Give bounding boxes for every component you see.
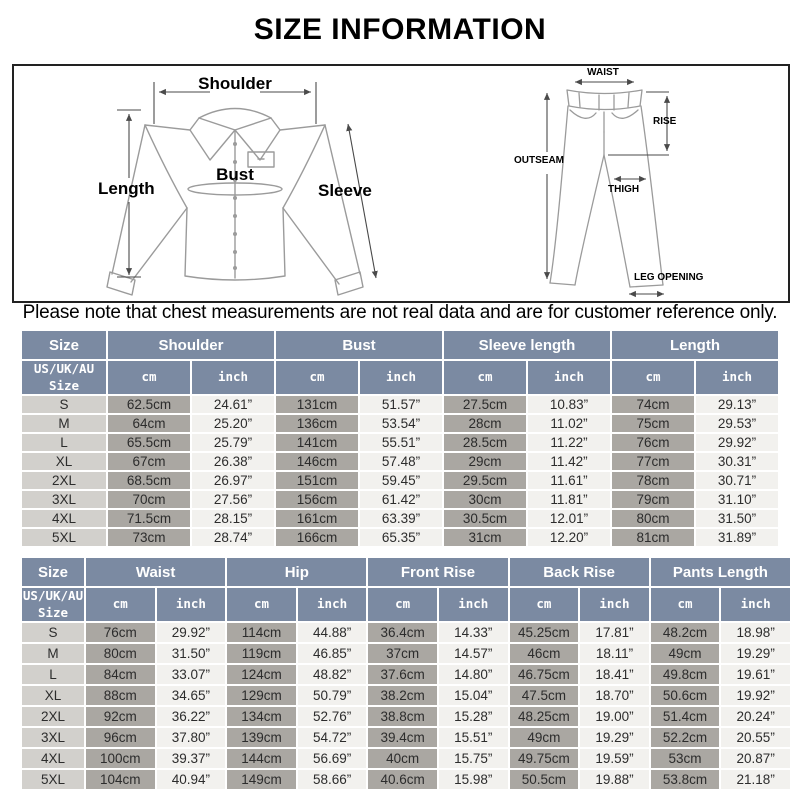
cm-value-cell: 151cm <box>276 472 358 489</box>
waist-label: WAIST <box>587 67 619 78</box>
inch-value-cell: 58.66” <box>298 770 367 789</box>
inch-value-cell: 12.20” <box>528 529 610 546</box>
cm-value-cell: 76cm <box>86 623 155 642</box>
cm-value-cell: 119cm <box>227 644 296 663</box>
inch-value-cell: 10.83” <box>528 396 610 413</box>
inch-value-cell: 11.61” <box>528 472 610 489</box>
size-row <box>22 749 790 768</box>
size-cell: 5XL <box>22 529 106 546</box>
size-row <box>22 728 790 747</box>
inch-value-cell: 37.80” <box>157 728 226 747</box>
pants-drawing <box>550 90 663 287</box>
inch-value-cell: 21.18” <box>721 770 790 789</box>
unit-header-cm: cm <box>612 361 694 394</box>
size-row <box>22 529 778 546</box>
inch-value-cell: 56.69” <box>298 749 367 768</box>
group-header: Sleeve length <box>444 331 610 359</box>
inch-value-cell: 34.65” <box>157 686 226 705</box>
unit-header-cm: cm <box>510 588 579 621</box>
cm-value-cell: 124cm <box>227 665 296 684</box>
cm-value-cell: 80cm <box>86 644 155 663</box>
inch-value-cell: 28.15” <box>192 510 274 527</box>
inch-value-cell: 12.01” <box>528 510 610 527</box>
size-column-header: Size <box>22 558 84 586</box>
cm-value-cell: 129cm <box>227 686 296 705</box>
cm-value-cell: 114cm <box>227 623 296 642</box>
size-subheader: US/UK/AU Size <box>22 361 106 394</box>
unit-header-cm: cm <box>86 588 155 621</box>
inch-value-cell: 63.39” <box>360 510 442 527</box>
size-cell: M <box>22 415 106 432</box>
inch-value-cell: 53.54” <box>360 415 442 432</box>
size-row <box>22 415 778 432</box>
cm-value-cell: 49.8cm <box>651 665 720 684</box>
cm-value-cell: 73cm <box>108 529 190 546</box>
size-row <box>22 434 778 451</box>
shoulder-label: Shoulder <box>198 74 272 93</box>
inch-value-cell: 14.57” <box>439 644 508 663</box>
rise-label: RISE <box>653 116 677 127</box>
inch-value-cell: 31.50” <box>157 644 226 663</box>
unit-header-cm: cm <box>108 361 190 394</box>
inch-value-cell: 20.55” <box>721 728 790 747</box>
cm-value-cell: 46.75cm <box>510 665 579 684</box>
cm-value-cell: 104cm <box>86 770 155 789</box>
unit-header-cm: cm <box>227 588 296 621</box>
cm-value-cell: 141cm <box>276 434 358 451</box>
shirt-size-table <box>20 329 780 548</box>
cm-value-cell: 51.4cm <box>651 707 720 726</box>
inch-value-cell: 46.85” <box>298 644 367 663</box>
group-header: Shoulder <box>108 331 274 359</box>
inch-value-cell: 15.04” <box>439 686 508 705</box>
size-cell: 4XL <box>22 510 106 527</box>
inch-value-cell: 19.00” <box>580 707 649 726</box>
cm-value-cell: 88cm <box>86 686 155 705</box>
cm-value-cell: 53cm <box>651 749 720 768</box>
inch-value-cell: 19.59” <box>580 749 649 768</box>
cm-value-cell: 68.5cm <box>108 472 190 489</box>
size-cell: 2XL <box>22 707 84 726</box>
size-cell: XL <box>22 453 106 470</box>
cm-value-cell: 74cm <box>612 396 694 413</box>
inch-value-cell: 11.42” <box>528 453 610 470</box>
size-row <box>22 770 790 789</box>
cm-value-cell: 65.5cm <box>108 434 190 451</box>
cm-value-cell: 50.5cm <box>510 770 579 789</box>
cm-value-cell: 39.4cm <box>368 728 437 747</box>
inch-value-cell: 15.75” <box>439 749 508 768</box>
inch-value-cell: 20.87” <box>721 749 790 768</box>
inch-value-cell: 36.22” <box>157 707 226 726</box>
pants-size-table <box>20 556 792 791</box>
size-cell: 4XL <box>22 749 84 768</box>
size-row <box>22 396 778 413</box>
reference-note: Please note that chest measurements are not real data and are for customer reference only. <box>22 302 778 323</box>
cm-value-cell: 48.25cm <box>510 707 579 726</box>
inch-value-cell: 25.79” <box>192 434 274 451</box>
inch-value-cell: 28.74” <box>192 529 274 546</box>
cm-value-cell: 37cm <box>368 644 437 663</box>
inch-value-cell: 50.79” <box>298 686 367 705</box>
cm-value-cell: 30.5cm <box>444 510 526 527</box>
size-cell: L <box>22 434 106 451</box>
inch-value-cell: 57.48” <box>360 453 442 470</box>
cm-value-cell: 62.5cm <box>108 396 190 413</box>
inch-value-cell: 40.94” <box>157 770 226 789</box>
cm-value-cell: 48.2cm <box>651 623 720 642</box>
size-cell: 3XL <box>22 491 106 508</box>
inch-value-cell: 65.35” <box>360 529 442 546</box>
unit-header-inch: inch <box>298 588 367 621</box>
cm-value-cell: 131cm <box>276 396 358 413</box>
inch-value-cell: 14.33” <box>439 623 508 642</box>
inch-value-cell: 18.41” <box>580 665 649 684</box>
cm-value-cell: 79cm <box>612 491 694 508</box>
cm-value-cell: 40cm <box>368 749 437 768</box>
cm-value-cell: 47.5cm <box>510 686 579 705</box>
size-column-header: Size <box>22 331 106 359</box>
group-header: Front Rise <box>368 558 507 586</box>
inch-value-cell: 18.11” <box>580 644 649 663</box>
inch-value-cell: 14.80” <box>439 665 508 684</box>
cm-value-cell: 38.2cm <box>368 686 437 705</box>
cm-value-cell: 139cm <box>227 728 296 747</box>
inch-value-cell: 19.29” <box>580 728 649 747</box>
unit-header-inch: inch <box>696 361 778 394</box>
cm-value-cell: 49.75cm <box>510 749 579 768</box>
size-row <box>22 491 778 508</box>
cm-value-cell: 52.2cm <box>651 728 720 747</box>
size-cell: S <box>22 623 84 642</box>
leg-opening-label: LEG OPENING <box>634 272 704 283</box>
inch-value-cell: 29.53” <box>696 415 778 432</box>
size-row <box>22 453 778 470</box>
cm-value-cell: 156cm <box>276 491 358 508</box>
group-header: Back Rise <box>510 558 649 586</box>
cm-value-cell: 80cm <box>612 510 694 527</box>
outseam-label: OUTSEAM <box>514 155 564 166</box>
unit-header-inch: inch <box>157 588 226 621</box>
cm-value-cell: 76cm <box>612 434 694 451</box>
cm-value-cell: 71.5cm <box>108 510 190 527</box>
inch-value-cell: 29.92” <box>696 434 778 451</box>
size-cell: 2XL <box>22 472 106 489</box>
cm-value-cell: 28.5cm <box>444 434 526 451</box>
cm-value-cell: 134cm <box>227 707 296 726</box>
group-header: Hip <box>227 558 366 586</box>
group-header: Waist <box>86 558 225 586</box>
size-cell: 5XL <box>22 770 84 789</box>
inch-value-cell: 18.98” <box>721 623 790 642</box>
inch-value-cell: 44.88” <box>298 623 367 642</box>
unit-header-cm: cm <box>444 361 526 394</box>
inch-value-cell: 31.50” <box>696 510 778 527</box>
group-header: Pants Length <box>651 558 790 586</box>
cm-value-cell: 81cm <box>612 529 694 546</box>
inch-value-cell: 61.42” <box>360 491 442 508</box>
size-row <box>22 707 790 726</box>
cm-value-cell: 29.5cm <box>444 472 526 489</box>
cm-value-cell: 96cm <box>86 728 155 747</box>
cm-value-cell: 100cm <box>86 749 155 768</box>
size-row <box>22 510 778 527</box>
cm-value-cell: 45.25cm <box>510 623 579 642</box>
cm-value-cell: 49cm <box>510 728 579 747</box>
cm-value-cell: 84cm <box>86 665 155 684</box>
sleeve-label: Sleeve <box>318 181 372 200</box>
inch-value-cell: 59.45” <box>360 472 442 489</box>
unit-header-inch: inch <box>580 588 649 621</box>
size-cell: 3XL <box>22 728 84 747</box>
unit-header-inch: inch <box>192 361 274 394</box>
unit-header-inch: inch <box>721 588 790 621</box>
inch-value-cell: 39.37” <box>157 749 226 768</box>
size-row <box>22 623 790 642</box>
cm-value-cell: 75cm <box>612 415 694 432</box>
bust-label: Bust <box>216 165 254 184</box>
inch-value-cell: 19.61” <box>721 665 790 684</box>
inch-value-cell: 11.02” <box>528 415 610 432</box>
size-cell: S <box>22 396 106 413</box>
cm-value-cell: 50.6cm <box>651 686 720 705</box>
inch-value-cell: 33.07” <box>157 665 226 684</box>
inch-value-cell: 20.24” <box>721 707 790 726</box>
cm-value-cell: 78cm <box>612 472 694 489</box>
unit-header-cm: cm <box>368 588 437 621</box>
unit-header-cm: cm <box>276 361 358 394</box>
cm-value-cell: 40.6cm <box>368 770 437 789</box>
cm-value-cell: 136cm <box>276 415 358 432</box>
inch-value-cell: 26.38” <box>192 453 274 470</box>
inch-value-cell: 30.71” <box>696 472 778 489</box>
size-row <box>22 686 790 705</box>
inch-value-cell: 18.70” <box>580 686 649 705</box>
cm-value-cell: 146cm <box>276 453 358 470</box>
group-header: Length <box>612 331 778 359</box>
inch-value-cell: 27.56” <box>192 491 274 508</box>
inch-value-cell: 19.29” <box>721 644 790 663</box>
size-cell: M <box>22 644 84 663</box>
cm-value-cell: 144cm <box>227 749 296 768</box>
size-row <box>22 472 778 489</box>
cm-value-cell: 166cm <box>276 529 358 546</box>
length-label: Length <box>98 179 155 198</box>
inch-value-cell: 55.51” <box>360 434 442 451</box>
unit-header-inch: inch <box>360 361 442 394</box>
size-cell: XL <box>22 686 84 705</box>
cm-value-cell: 49cm <box>651 644 720 663</box>
inch-value-cell: 19.92” <box>721 686 790 705</box>
cm-value-cell: 46cm <box>510 644 579 663</box>
cm-value-cell: 53.8cm <box>651 770 720 789</box>
inch-value-cell: 29.13” <box>696 396 778 413</box>
cm-value-cell: 38.8cm <box>368 707 437 726</box>
cm-value-cell: 30cm <box>444 491 526 508</box>
cm-value-cell: 149cm <box>227 770 296 789</box>
cm-value-cell: 28cm <box>444 415 526 432</box>
measurement-diagram-box <box>12 64 790 303</box>
inch-value-cell: 15.28” <box>439 707 508 726</box>
size-row <box>22 644 790 663</box>
thigh-label: THIGH <box>608 184 640 195</box>
inch-value-cell: 31.10” <box>696 491 778 508</box>
size-subheader: US/UK/AU Size <box>22 588 84 620</box>
cm-value-cell: 29cm <box>444 453 526 470</box>
unit-header-inch: inch <box>439 588 508 621</box>
size-cell: L <box>22 665 84 684</box>
inch-value-cell: 24.61” <box>192 396 274 413</box>
inch-value-cell: 30.31” <box>696 453 778 470</box>
shirt-drawing <box>107 109 363 296</box>
inch-value-cell: 31.89” <box>696 529 778 546</box>
cm-value-cell: 67cm <box>108 453 190 470</box>
size-row <box>22 665 790 684</box>
cm-value-cell: 37.6cm <box>368 665 437 684</box>
inch-value-cell: 15.51” <box>439 728 508 747</box>
unit-header-inch: inch <box>528 361 610 394</box>
inch-value-cell: 51.57” <box>360 396 442 413</box>
inch-value-cell: 17.81” <box>580 623 649 642</box>
cm-value-cell: 161cm <box>276 510 358 527</box>
inch-value-cell: 26.97” <box>192 472 274 489</box>
page-title: SIZE INFORMATION <box>253 13 547 46</box>
cm-value-cell: 27.5cm <box>444 396 526 413</box>
inch-value-cell: 52.76” <box>298 707 367 726</box>
inch-value-cell: 11.22” <box>528 434 610 451</box>
unit-header-cm: cm <box>651 588 720 621</box>
cm-value-cell: 64cm <box>108 415 190 432</box>
inch-value-cell: 48.82” <box>298 665 367 684</box>
cm-value-cell: 77cm <box>612 453 694 470</box>
inch-value-cell: 15.98” <box>439 770 508 789</box>
cm-value-cell: 31cm <box>444 529 526 546</box>
inch-value-cell: 19.88” <box>580 770 649 789</box>
cm-value-cell: 92cm <box>86 707 155 726</box>
group-header: Bust <box>276 331 442 359</box>
inch-value-cell: 25.20” <box>192 415 274 432</box>
inch-value-cell: 11.81” <box>528 491 610 508</box>
cm-value-cell: 36.4cm <box>368 623 437 642</box>
cm-value-cell: 70cm <box>108 491 190 508</box>
inch-value-cell: 54.72” <box>298 728 367 747</box>
inch-value-cell: 29.92” <box>157 623 226 642</box>
